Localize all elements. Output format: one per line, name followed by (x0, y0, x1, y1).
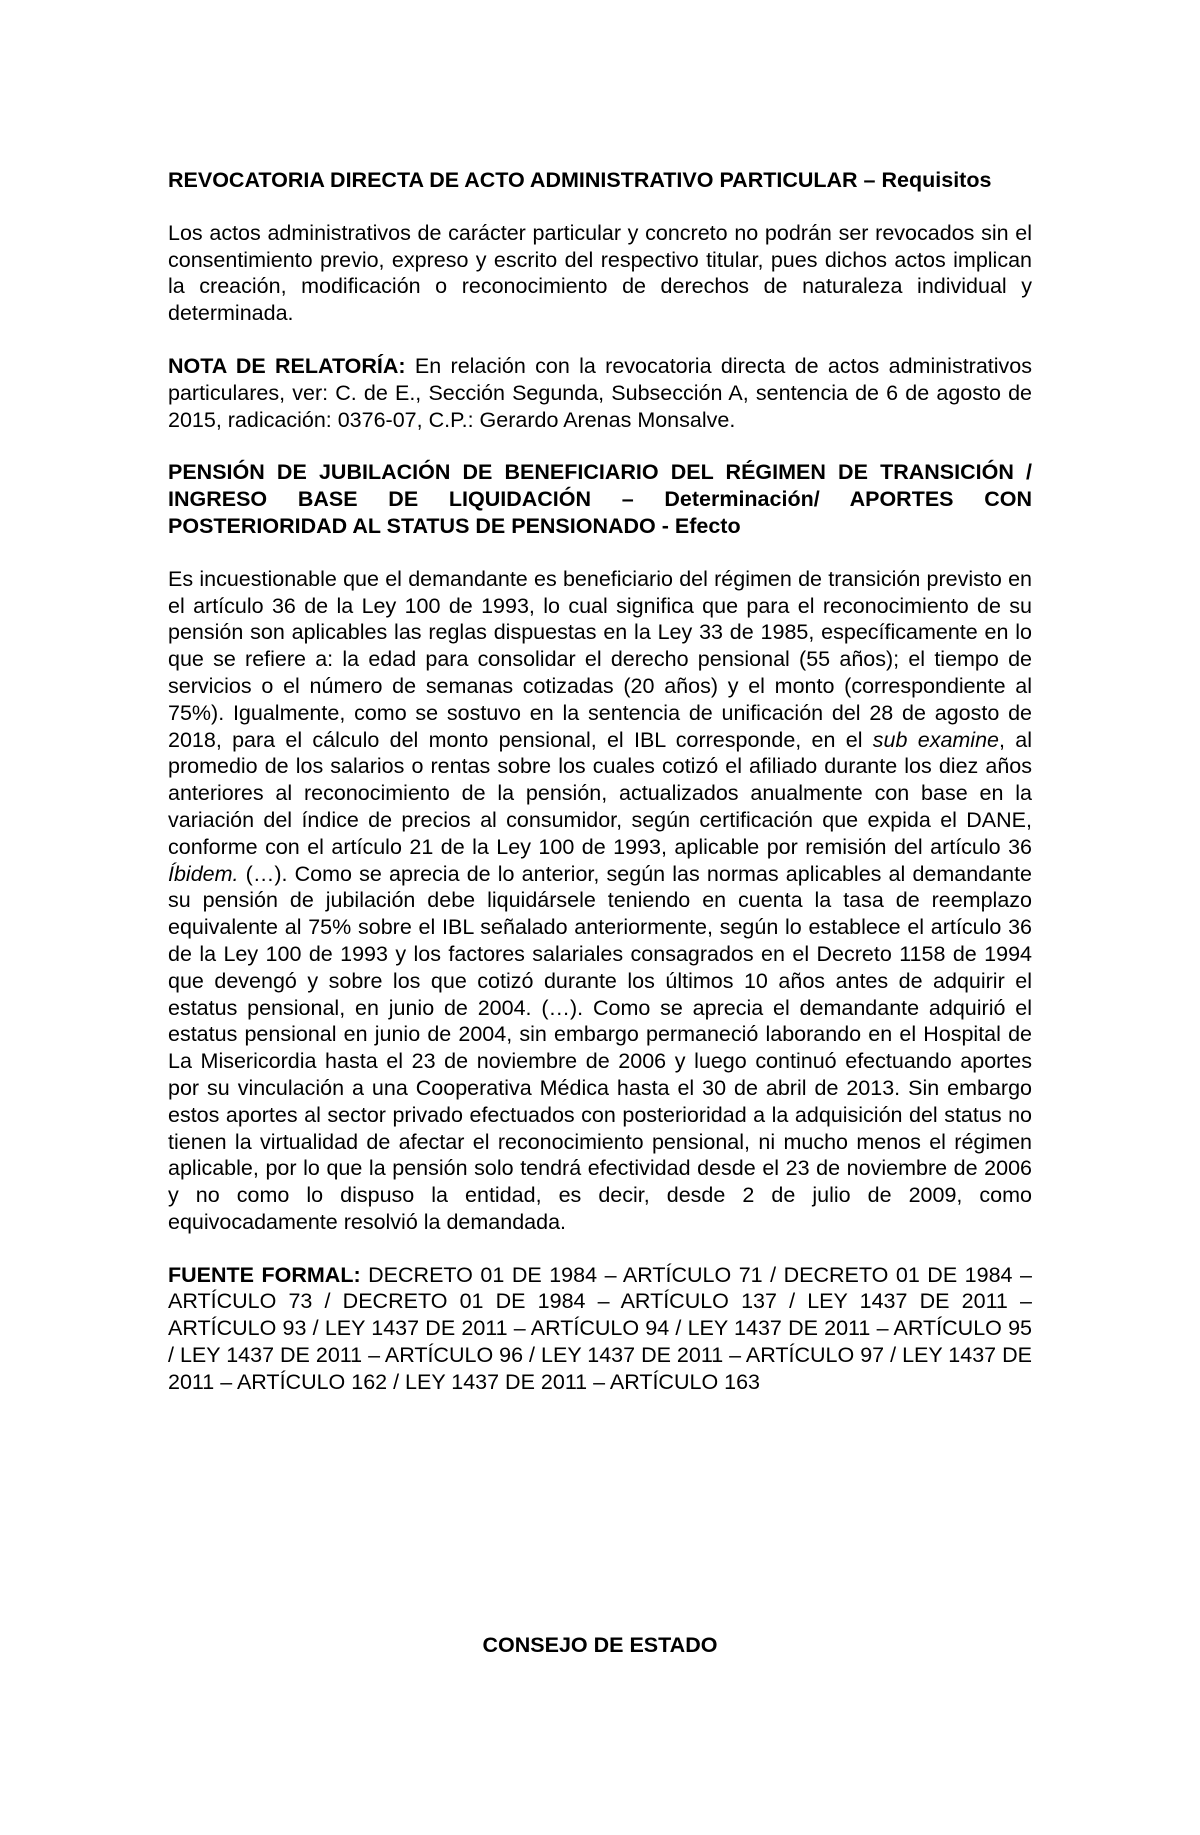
fuente-text: DECRETO 01 DE 1984 – ARTÍCULO 71 / DECRETO 01 DE 1984 – ARTÍCULO 73 / DECRETO 01 DE 1984 – ARTÍCULO 137 / LEY 1437 DE 2011 – ARTÍCULO 93 / LEY 1437 DE 2011 – ARTÍCULO 94 / LEY 1437 DE 2011 – ARTÍCULO 95 / LEY 1437 DE 2011 – ARTÍCULO 96 / LEY 1437 DE 2011 – ARTÍCULO 97 / LEY 1437 DE 2011 – ARTÍCULO 162 / LEY 1437 DE 2011 – ARTÍCULO 163 (168, 1262, 1032, 1394)
nota-label: NOTA DE RELATORÍA: (168, 353, 406, 378)
nota-relatoria (168, 353, 1032, 433)
section2-body (168, 566, 1032, 1236)
fuente-formal (168, 1262, 1032, 1396)
document-body (168, 167, 1032, 1422)
section2-body-italic1: sub examine (872, 727, 999, 752)
section1-heading-sub: Requisitos (881, 168, 992, 192)
section1-heading-main: REVOCATORIA DIRECTA DE ACTO ADMINISTRATIVO PARTICULAR – (168, 168, 876, 192)
section2-heading: PENSIÓN DE JUBILACIÓN DE BENEFICIARIO DEL RÉGIMEN DE TRANSICIÓN / INGRESO BASE DE LIQUIDACIÓN – Determinación/ APORTES CON POSTERIORIDAD AL STATUS DE PENSIONADO - Efecto (168, 460, 1032, 538)
section2-body-italic2: Íbidem. (168, 861, 239, 886)
fuente-label: FUENTE FORMAL: (168, 1262, 361, 1287)
section2-body-part3: (…). Como se aprecia de lo anterior, según las normas aplicables al demandante su pensión de jubilación debe liquidársele teniendo en cuenta la tasa de reemplazo equivalente al 75% sobre el IBL señalado anteriormente, según lo establece el artículo 36 de la Ley 100 de 1993 y los factores salariales consagrados en el Decreto 1158 de 1994 que devengó y sobre los que cotizó durante los últimos 10 años antes de adquirir el estatus pensional, en junio de 2004. (…). Como se aprecia el demandante adquirió el estatus pensional en junio de 2004, sin embargo permaneció laborando en el Hospital de La Misericordia hasta el 23 de noviembre de 2006 y luego continuó efectuando aportes por su vinculación a una Cooperativa Médica hasta el 30 de abril de 2013. Sin embargo estos aportes al sector privado efectuados con posterioridad a la adquisición del status no tienen la virtualidad de afectar el reconocimiento pensional, ni mucho menos el régimen aplicable, por lo que la pensión solo tendrá efectividad desde el 23 de noviembre de 2006 y no como lo dispuso la entidad, es decir, desde 2 de julio de 2009, como equivocadamente resolvió la demandada. (168, 861, 1032, 1234)
section1-body: Los actos administrativos de carácter particular y concreto no podrán ser revocados sin el consentimiento previo, expreso y escrito del respectivo titular, pues dichos actos implican la creación, modificación o reconocimiento de derechos de naturaleza individual y determinada. (168, 220, 1032, 326)
footer-title: CONSEJO DE ESTADO (482, 1633, 718, 1657)
nota-text: En relación con la revocatoria directa de actos administrativos particulares, ver: C. de E., Sección Segunda, Subsección A, sentencia de 6 de agosto de 2015, radicación: 0376-07, C.P.: Gerardo Arenas Monsalve. (168, 353, 1032, 432)
section1-heading (168, 167, 1032, 194)
section2-body-part1: Es incuestionable que el demandante es beneficiario del régimen de transición previsto en el artículo 36 de la Ley 100 de 1993, lo cual significa que para el reconocimiento de su pensión son aplicables las reglas dispuestas en la Ley 33 de 1985, específicamente en lo que se refiere a: la edad para consolidar el derecho pensional (55 años); el tiempo de servicios o el número de semanas cotizadas (20 años) y el monto (correspondiente al 75%). Igualmente, como se sostuvo en la sentencia de unificación del 28 de agosto de 2018, para el cálculo del monto pensional, el IBL corresponde, en el (168, 566, 1032, 752)
section2-body-part2: , al promedio de los salarios o rentas sobre los cuales cotizó el afiliado durante los diez años anteriores al reconocimiento de la pensión, actualizados anualmente con base en la variación del índice de precios al consumidor, según certificación que expida el DANE, conforme con el artículo 21 de la Ley 100 de 1993, aplicable por remisión del artículo 36 (168, 727, 1032, 859)
